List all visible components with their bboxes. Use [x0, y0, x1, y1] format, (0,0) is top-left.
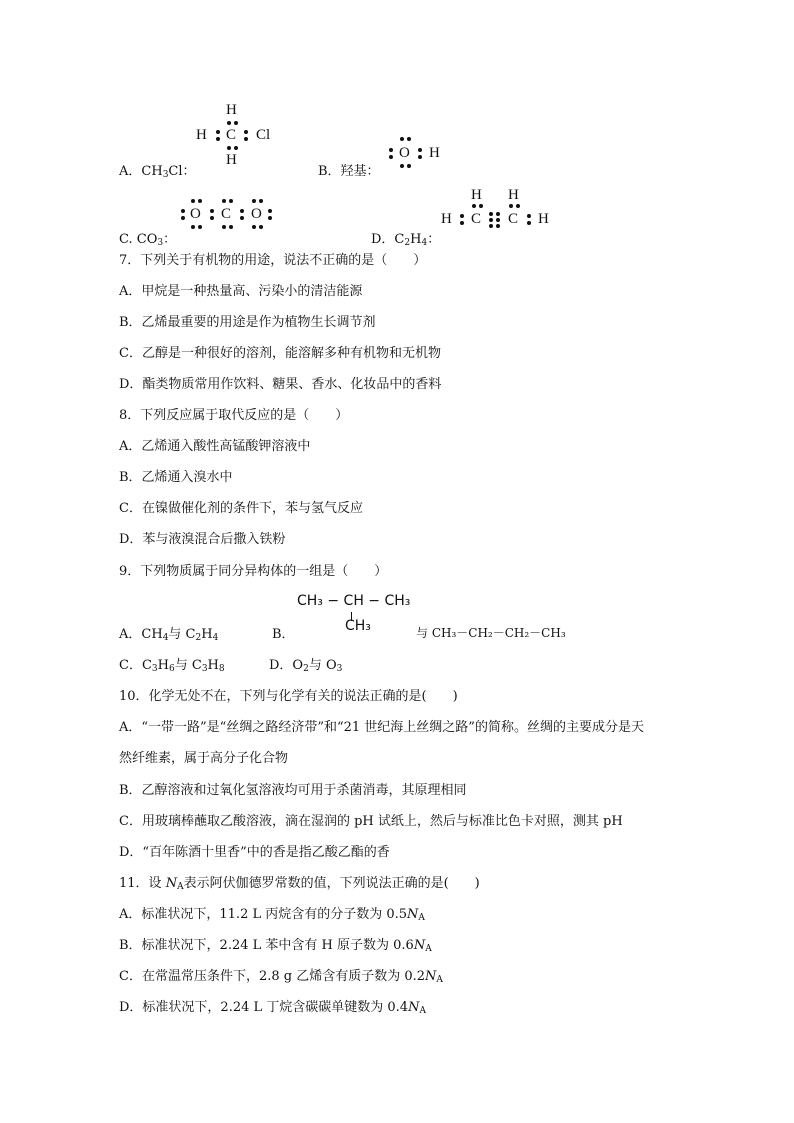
electron-dot [496, 224, 500, 228]
q9-option-b-label: B． [272, 627, 295, 642]
electron-dot [407, 137, 411, 141]
q7-option-c: C．乙醇是一种很好的溶剂，能溶解多种有机物和无机物 [119, 346, 441, 361]
q9-option-a: A．$CH_4$与 $C_2H_4$ [119, 627, 219, 643]
q7-option-d: D．酯类物质常用作饮料、糖果、香水、化妆品中的香料 [119, 377, 442, 392]
atom-cl: Cl [256, 127, 271, 143]
electron-dot [210, 209, 214, 213]
electron-dot [472, 204, 476, 208]
atom-c: C [508, 211, 519, 227]
q9-option-c: C．$C_3H_6$与 $C_3H_8$ [119, 658, 225, 674]
q10-stem: 10．化学无处不在，下列与化学有关的说法正确的是( ) [119, 689, 458, 704]
q11-option-a: A．标准状况下，11.2 L 丙烷含有的分子数为 $0.5N_A$ [119, 907, 425, 923]
electron-dot [252, 225, 256, 229]
electron-dot [229, 199, 233, 203]
electron-dot [191, 225, 195, 229]
electron-dot [252, 199, 256, 203]
q10-option-b: B．乙醇溶液和过氧化氢溶液均可用于杀菌消毒，其原理相同 [119, 783, 467, 798]
electron-dot [389, 148, 393, 152]
electron-dot [489, 212, 493, 216]
q7-option-b: B．乙烯最重要的用途是作为植物生长调节剂 [119, 315, 376, 330]
electron-dot [234, 146, 238, 150]
q10-option-d: D．“百年陈酒十里香”中的香是指乙酸乙酯的香 [119, 845, 390, 860]
atom-h: H [226, 152, 237, 168]
q6-c-label: C. $CO_3$： [119, 232, 177, 248]
electron-dot [527, 214, 531, 218]
electron-dot [496, 212, 500, 216]
electron-dot [489, 224, 493, 228]
electron-dot [198, 199, 202, 203]
q7-option-a: A．甲烷是一种热量高、污染小的清洁能源 [119, 284, 363, 299]
electron-dot [268, 209, 272, 213]
q6-a-label: A．$CH_3Cl$： [119, 164, 196, 180]
electron-dot [516, 204, 520, 208]
electron-dot [509, 204, 513, 208]
electron-dot [240, 216, 244, 220]
atom-h: H [429, 145, 440, 161]
electron-dot [389, 155, 393, 159]
electron-dot [240, 209, 244, 213]
electron-dot [489, 218, 493, 222]
electron-dot [191, 199, 195, 203]
q10-option-a-line1: A．“一带一路”是“丝绸之路经济带”和“21 世纪海上丝绸之路”的简称。丝绸的主要成分是天 [119, 720, 644, 735]
q10-option-a-line2: 然纤维素，属于高分子化合物 [119, 751, 289, 766]
q7-stem: 7．下列关于有机物的用途，说法不正确的是（ ） [119, 253, 427, 268]
electron-dot [400, 164, 404, 168]
electron-dot [407, 164, 411, 168]
electron-dot [181, 209, 185, 213]
q9-struct-main-chain: CH₃ − CH − CH₃ [297, 593, 411, 609]
electron-dot [198, 225, 202, 229]
electron-dot [227, 146, 231, 150]
q11-option-c: C．在常温常压条件下，2.8 g 乙烯含有质子数为 $0.2N_A$ [119, 969, 443, 985]
electron-dot [418, 148, 422, 152]
atom-h: H [226, 102, 237, 118]
electron-dot [222, 199, 226, 203]
atom-o: O [190, 206, 201, 222]
q11-stem: 11．设 $N_A$表示阿伏伽德罗常数的值，下列说法正确的是( ) [119, 876, 480, 892]
electron-dot [400, 137, 404, 141]
atom-h: H [441, 211, 452, 227]
atom-c: C [221, 206, 232, 222]
atom-c: C [226, 127, 237, 143]
q8-option-b: B．乙烯通入溴水中 [119, 470, 233, 485]
electron-dot [229, 225, 233, 229]
q9-stem: 9．下列物质属于同分异构体的一组是（ ） [119, 564, 388, 579]
atom-o: O [251, 206, 262, 222]
electron-dot [227, 121, 231, 125]
electron-dot [259, 199, 263, 203]
electron-dot [216, 130, 220, 134]
q9-option-b-tail: 与 CH₃－CH₂－CH₂－CH₃ [416, 626, 566, 640]
q6-b-label: B．羟基： [318, 164, 380, 179]
electron-dot [460, 214, 464, 218]
electron-dot [222, 225, 226, 229]
electron-dot [259, 225, 263, 229]
electron-dot [496, 218, 500, 222]
q8-option-a: A．乙烯通入酸性高锰酸钾溶液中 [119, 439, 311, 454]
q11-option-d: D．标准状况下，2.24 L 丁烷含碳碳单键数为 $0.4N_A$ [119, 1000, 426, 1016]
q11-option-b: B．标准状况下，2.24 L 苯中含有 H 原子数为 $0.6N_A$ [119, 938, 432, 954]
q8-option-c: C．在镍做催化剂的条件下，苯与氢气反应 [119, 501, 363, 516]
electron-dot [216, 137, 220, 141]
atom-h: H [508, 187, 519, 203]
electron-dot [181, 216, 185, 220]
q8-stem: 8．下列反应属于取代反应的是（ ） [119, 408, 349, 423]
atom-o: O [399, 145, 410, 161]
electron-dot [527, 221, 531, 225]
electron-dot [210, 216, 214, 220]
electron-dot [244, 137, 248, 141]
atom-c: C [471, 211, 482, 227]
electron-dot [268, 216, 272, 220]
q9-struct-branch: CH₃ [345, 618, 371, 634]
atom-h: H [196, 127, 207, 143]
q6-d-label: D．$C_2H_4$： [371, 232, 441, 248]
q9-option-d: D．$O_2$与 $O_3$ [269, 658, 343, 674]
electron-dot [460, 221, 464, 225]
electron-dot [234, 121, 238, 125]
electron-dot [418, 155, 422, 159]
atom-h: H [471, 187, 482, 203]
q10-option-c: C．用玻璃棒蘸取乙酸溶液，滴在湿润的 pH 试纸上，然后与标准比色卡对照，测其 pH [119, 814, 623, 829]
atom-h: H [538, 211, 549, 227]
electron-dot [479, 204, 483, 208]
electron-dot [244, 130, 248, 134]
q8-option-d: D．苯与液溴混合后撒入铁粉 [119, 532, 286, 547]
